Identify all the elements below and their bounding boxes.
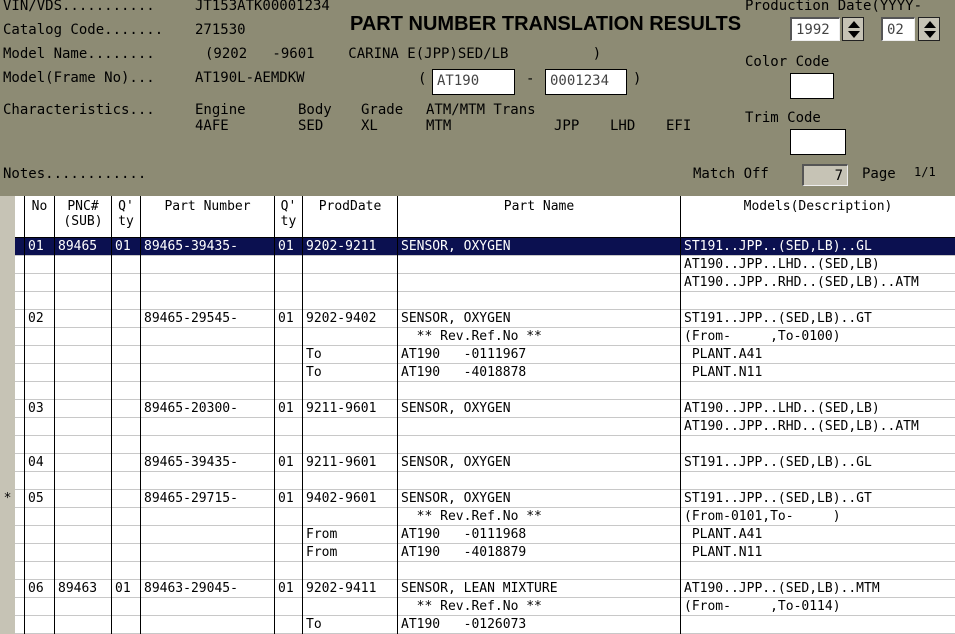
cell-qty1 (112, 436, 141, 454)
cell-no: 05 (28, 491, 44, 506)
cell-qty2 (275, 544, 303, 562)
cell-pnc: 89465 (58, 239, 98, 254)
row-marker (0, 292, 15, 310)
catalog-label: Catalog Code....... (3, 22, 164, 38)
cell-models (681, 562, 955, 580)
table-row[interactable] (15, 346, 955, 364)
column-divider (680, 238, 681, 634)
column-divider (274, 238, 275, 634)
color-code-label: Color Code (745, 54, 830, 70)
cell-proddate (303, 418, 398, 436)
cell-part-number (141, 616, 275, 634)
cell-no (25, 616, 55, 634)
cell-part-name (398, 472, 681, 490)
cell-part-name (398, 256, 681, 274)
cell-qty2 (275, 364, 303, 382)
cell-part-number: 89465-39435- (144, 455, 238, 470)
body-value: SED (298, 118, 324, 134)
cell-qty1 (112, 472, 141, 490)
cell-proddate (303, 562, 398, 580)
spinner-up-icon[interactable] (848, 21, 860, 28)
table-row[interactable] (15, 328, 955, 346)
column-header-qty1[interactable]: Q' ty (112, 196, 141, 238)
cell-pnc (55, 508, 112, 526)
row-marker (0, 616, 15, 634)
cell-qty2 (275, 562, 303, 580)
trans-value: MTM (426, 118, 452, 134)
cell-qty2: 01 (278, 311, 294, 326)
cell-qty2 (275, 418, 303, 436)
row-marker (0, 598, 15, 616)
cell-qty2 (275, 616, 303, 634)
cell-no (25, 364, 55, 382)
cell-models: (From- ,To-0100) (684, 329, 841, 344)
column-divider (397, 238, 398, 634)
cell-qty2: 01 (278, 581, 294, 596)
engine-value: 4AFE (195, 118, 229, 134)
row-marker (0, 526, 15, 544)
table-row[interactable] (15, 454, 955, 472)
table-row[interactable] (15, 256, 955, 274)
cell-part-name: SENSOR, OXYGEN (401, 455, 511, 470)
cell-part-name (398, 382, 681, 400)
production-month-input[interactable]: 02 (881, 17, 915, 41)
trim-code-input[interactable] (790, 129, 846, 155)
cell-proddate (303, 508, 398, 526)
cell-pnc (55, 454, 112, 472)
table-row[interactable] (15, 436, 955, 454)
frame-dash: - (526, 71, 535, 87)
cell-qty2: 01 (278, 401, 294, 416)
cell-no (25, 418, 55, 436)
characteristics-label: Characteristics... (3, 102, 155, 118)
grade-value: XL (361, 118, 378, 134)
cell-models (681, 292, 955, 310)
cell-pnc (55, 436, 112, 454)
cell-qty2: 01 (278, 455, 294, 470)
cell-part-number (141, 346, 275, 364)
cell-part-number: 89465-29545- (144, 311, 238, 326)
cell-part-number (141, 544, 275, 562)
cell-part-name: SENSOR, OXYGEN (401, 491, 511, 506)
cell-pnc: 89463 (58, 581, 98, 596)
row-marker (0, 436, 15, 454)
frame-paren-close: ) (633, 71, 642, 87)
row-marker (0, 454, 15, 472)
column-header-proddate[interactable]: ProdDate (303, 196, 398, 238)
row-marker (0, 418, 15, 436)
cell-part-name: SENSOR, OXYGEN (401, 401, 511, 416)
cell-qty1 (112, 400, 141, 418)
cell-pnc (55, 310, 112, 328)
cell-models (681, 472, 955, 490)
row-marker (0, 400, 15, 418)
trans-label: ATM/MTM Trans (426, 102, 536, 118)
frame-serial-input[interactable]: 0001234 (545, 69, 627, 95)
cell-pnc (55, 544, 112, 562)
cell-proddate: To (306, 365, 322, 380)
cell-pnc (55, 598, 112, 616)
row-marker: * (3, 491, 12, 506)
frame-label: Model(Frame No)... (3, 70, 155, 86)
row-marker (0, 580, 15, 598)
table-row[interactable] (15, 580, 955, 598)
cell-no: 04 (28, 455, 44, 470)
cell-pnc (55, 616, 112, 634)
cell-part-number (141, 598, 275, 616)
column-header-blank (15, 196, 25, 238)
cell-qty2 (275, 346, 303, 364)
cell-proddate (303, 328, 398, 346)
cell-models: AT190..JPP..(SED,LB)..MTM (684, 581, 880, 596)
page-label: Page (862, 166, 896, 182)
table-row[interactable] (15, 292, 955, 310)
row-marker (0, 238, 15, 256)
cell-pnc (55, 328, 112, 346)
cell-part-number (141, 508, 275, 526)
cell-models: AT190..JPP..RHD..(SED,LB)..ATM (684, 419, 919, 434)
cell-proddate (303, 436, 398, 454)
cell-proddate: To (306, 617, 322, 632)
table-row[interactable] (15, 310, 955, 328)
column-header-qty2[interactable]: Q' ty (275, 196, 303, 238)
cell-qty1 (112, 616, 141, 634)
fuel-system-value: EFI (666, 118, 692, 134)
cell-no: 06 (28, 581, 44, 596)
column-header-part-number[interactable]: Part Number (141, 196, 275, 238)
production-year-input[interactable]: 1992 (790, 17, 840, 41)
cell-part-number: 89465-39435- (144, 239, 238, 254)
cell-no: 02 (28, 311, 44, 326)
column-header-pnc[interactable]: PNC# (SUB) (55, 196, 112, 238)
cell-pnc (55, 274, 112, 292)
column-divider (111, 238, 112, 634)
cell-part-number (141, 472, 275, 490)
cell-models: AT190..JPP..LHD..(SED,LB) (684, 401, 880, 416)
cell-qty2: 01 (278, 491, 294, 506)
table-row[interactable] (15, 526, 955, 544)
row-marker (0, 328, 15, 346)
cell-part-name: AT190 -0126073 (401, 617, 527, 632)
cell-pnc (55, 400, 112, 418)
cell-part-number (141, 562, 275, 580)
market-value: JPP (554, 118, 580, 134)
row-marker (0, 382, 15, 400)
page-value: 1/1 (914, 165, 936, 179)
cell-qty2 (275, 526, 303, 544)
engine-label: Engine (195, 102, 246, 118)
frame-value: AT190L-AEMDKW (195, 70, 305, 86)
cell-proddate (303, 598, 398, 616)
cell-models (681, 616, 955, 634)
cell-qty2 (275, 436, 303, 454)
vin-value: JT153ATK00001234 (195, 0, 330, 14)
cell-no (25, 508, 55, 526)
cell-models: ST191..JPP..(SED,LB)..GT (684, 491, 872, 506)
cell-part-name (398, 292, 681, 310)
cell-part-number (141, 364, 275, 382)
cell-proddate (303, 292, 398, 310)
cell-pnc (55, 256, 112, 274)
table-row[interactable] (15, 616, 955, 634)
cell-models: ST191..JPP..(SED,LB)..GL (684, 239, 872, 254)
cell-part-name: SENSOR, LEAN MIXTURE (401, 581, 558, 596)
table-row[interactable] (15, 274, 955, 292)
cell-qty1 (112, 508, 141, 526)
cell-no (25, 256, 55, 274)
cell-no (25, 544, 55, 562)
cell-proddate (303, 274, 398, 292)
cell-part-name: SENSOR, OXYGEN (401, 239, 511, 254)
spinner-down-icon[interactable] (924, 31, 936, 38)
frame-model-input[interactable]: AT190 (432, 69, 515, 95)
cell-models: ST191..JPP..(SED,LB)..GL (684, 455, 872, 470)
cell-proddate (303, 472, 398, 490)
row-marker (0, 274, 15, 292)
cell-qty1: 01 (115, 581, 131, 596)
results-table (0, 196, 955, 634)
cell-qty2 (275, 472, 303, 490)
cell-part-name: AT190 -4018878 (401, 365, 527, 380)
table-row[interactable] (15, 544, 955, 562)
cell-part-number (141, 292, 275, 310)
cell-models (681, 382, 955, 400)
cell-qty1 (112, 346, 141, 364)
cell-part-name (398, 562, 681, 580)
cell-qty1 (112, 490, 141, 508)
row-marker (0, 562, 15, 580)
month-spinner[interactable] (918, 17, 940, 41)
table-row[interactable] (15, 598, 955, 616)
match-off-label: Match Off (693, 166, 769, 182)
cell-proddate: 9202-9211 (306, 239, 377, 254)
cell-qty2: 01 (278, 239, 294, 254)
cell-proddate: 9402-9601 (306, 491, 377, 506)
cell-no: 03 (28, 401, 44, 416)
cell-models: AT190..JPP..LHD..(SED,LB) (684, 257, 880, 272)
frame-paren-open: ( (418, 71, 427, 87)
cell-no (25, 382, 55, 400)
row-marker (0, 544, 15, 562)
cell-qty2 (275, 382, 303, 400)
cell-proddate: From (306, 545, 338, 560)
column-divider (54, 238, 55, 634)
cell-no (25, 328, 55, 346)
column-header-models[interactable]: Models(Description) (681, 196, 955, 238)
cell-models: PLANT.N11 (684, 545, 763, 560)
cell-part-number (141, 436, 275, 454)
cell-part-number (141, 328, 275, 346)
cell-part-name: AT190 -0111967 (401, 347, 527, 362)
cell-part-name: AT190 -0111968 (401, 527, 527, 542)
cell-models: PLANT.A41 (684, 347, 763, 362)
cell-qty1 (112, 544, 141, 562)
spinner-up-icon[interactable] (924, 21, 936, 28)
row-marker (0, 346, 15, 364)
cell-models: PLANT.N11 (684, 365, 763, 380)
cell-qty2 (275, 274, 303, 292)
cell-pnc (55, 562, 112, 580)
cell-qty1 (112, 382, 141, 400)
cell-qty2 (275, 598, 303, 616)
cell-qty2 (275, 328, 303, 346)
cell-qty1 (112, 292, 141, 310)
catalog-value: 271530 (195, 22, 246, 38)
model-name-label: Model Name........ (3, 46, 155, 62)
model-name-value: (9202 -9601 CARINA E(JPP)SED/LB ) (205, 46, 602, 62)
cell-qty2 (275, 508, 303, 526)
cell-no (25, 436, 55, 454)
cell-proddate: To (306, 347, 322, 362)
cell-part-number (141, 256, 275, 274)
cell-part-number: 89465-20300- (144, 401, 238, 416)
cell-part-number: 89465-29715- (144, 491, 238, 506)
cell-part-number (141, 526, 275, 544)
cell-qty2 (275, 292, 303, 310)
cell-proddate: 9211-9601 (306, 455, 377, 470)
vin-label: VIN/VDS........... (3, 0, 155, 14)
cell-no (25, 346, 55, 364)
cell-pnc (55, 364, 112, 382)
cell-models: (From- ,To-0114) (684, 599, 841, 614)
cell-pnc (55, 418, 112, 436)
cell-part-name: ** Rev.Ref.No ** (401, 599, 542, 614)
cell-models: ST191..JPP..(SED,LB)..GT (684, 311, 872, 326)
header-panel (0, 0, 955, 196)
table-row[interactable] (15, 238, 955, 256)
table-row[interactable] (15, 364, 955, 382)
cell-qty1 (112, 418, 141, 436)
cell-pnc (55, 382, 112, 400)
cell-part-number: 89463-29045- (144, 581, 238, 596)
cell-pnc (55, 346, 112, 364)
cell-qty2 (275, 256, 303, 274)
cell-proddate (303, 382, 398, 400)
column-divider (302, 238, 303, 634)
cell-part-name (398, 436, 681, 454)
cell-qty1 (112, 274, 141, 292)
cell-no (25, 472, 55, 490)
cell-part-name (398, 274, 681, 292)
cell-proddate: 9202-9411 (306, 581, 377, 596)
cell-qty1 (112, 598, 141, 616)
match-off-value: 7 (802, 164, 848, 186)
cell-part-name: ** Rev.Ref.No ** (401, 329, 542, 344)
cell-no (25, 274, 55, 292)
row-marker (0, 310, 15, 328)
cell-proddate (303, 256, 398, 274)
cell-part-name: SENSOR, OXYGEN (401, 311, 511, 326)
body-label: Body (298, 102, 332, 118)
cell-qty1 (112, 562, 141, 580)
cell-part-number (141, 274, 275, 292)
page-title: PART NUMBER TRANSLATION RESULTS (350, 13, 742, 35)
cell-pnc (55, 472, 112, 490)
cell-proddate: 9202-9402 (306, 311, 377, 326)
cell-qty1 (112, 526, 141, 544)
cell-models: AT190..JPP..RHD..(SED,LB)..ATM (684, 275, 919, 290)
table-row[interactable] (15, 508, 955, 526)
column-divider (24, 238, 25, 634)
table-row[interactable] (15, 400, 955, 418)
cell-models (681, 436, 955, 454)
trim-code-label: Trim Code (745, 110, 821, 126)
cell-models: PLANT.A41 (684, 527, 763, 542)
cell-qty1: 01 (115, 239, 131, 254)
cell-part-number (141, 382, 275, 400)
table-row[interactable] (15, 490, 955, 508)
row-marker (0, 256, 15, 274)
grade-label: Grade (361, 102, 404, 118)
column-divider (140, 238, 141, 634)
cell-no (25, 292, 55, 310)
row-marker (0, 472, 15, 490)
year-spinner[interactable] (842, 17, 864, 41)
cell-qty1 (112, 310, 141, 328)
cell-part-name: AT190 -4018879 (401, 545, 527, 560)
cell-qty1 (112, 256, 141, 274)
color-code-input[interactable] (790, 73, 834, 99)
cell-qty1 (112, 364, 141, 382)
drive-side-value: LHD (610, 118, 636, 134)
cell-qty1 (112, 454, 141, 472)
column-header-part-name[interactable]: Part Name (398, 196, 681, 238)
spinner-down-icon[interactable] (848, 31, 860, 38)
cell-pnc (55, 490, 112, 508)
cell-qty1 (112, 328, 141, 346)
cell-no: 01 (28, 239, 44, 254)
cell-proddate: 9211-9601 (306, 401, 377, 416)
row-marker (0, 508, 15, 526)
cell-models: (From-0101,To- ) (684, 509, 841, 524)
cell-no (25, 526, 55, 544)
row-marker (0, 364, 15, 382)
production-date-label: Production Date(YYYY- (745, 0, 923, 14)
table-row[interactable] (15, 382, 955, 400)
table-row[interactable] (15, 562, 955, 580)
table-row[interactable] (15, 472, 955, 490)
notes-label: Notes............ (3, 166, 147, 182)
cell-no (25, 562, 55, 580)
cell-pnc (55, 292, 112, 310)
cell-part-number (141, 418, 275, 436)
table-row[interactable] (15, 418, 955, 436)
cell-proddate: From (306, 527, 338, 542)
cell-no (25, 598, 55, 616)
cell-part-name: ** Rev.Ref.No ** (401, 509, 542, 524)
column-header-no[interactable]: No (25, 196, 55, 238)
cell-part-name (398, 418, 681, 436)
cell-pnc (55, 526, 112, 544)
